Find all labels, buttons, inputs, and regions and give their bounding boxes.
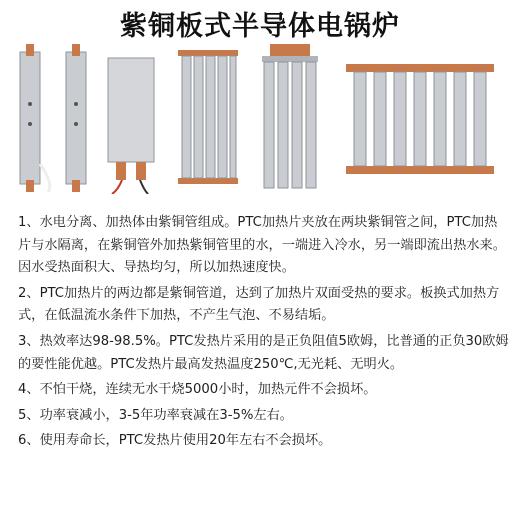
feature-item: 6、使用寿命长，PTC发热片使用20年左右不会损坏。 <box>18 433 332 449</box>
feature-item: 3、热效率达98-98.5%。PTC发热片采用的是正负阻值5欧姆，比普通的正负30欧姆的要性能优越。PTC发热片最高发热温度250℃,无光耗、无明火。 <box>18 333 509 372</box>
multi-fin-copper-radiator-photo <box>340 44 500 194</box>
radiator-bank-with-controller-photo <box>256 44 326 194</box>
product-photo-strip <box>14 44 510 194</box>
feature-item: 2、PTC加热片的两边都是紫铜管道，达到了加热片双面受热的要求。板换式加热方式，在低温流水条件下加热，不产生气泡、不易结垢。 <box>18 285 500 324</box>
feature-item: 4、不怕干烧，连续无水干烧5000小时，加热元件不会损坏。 <box>18 382 377 398</box>
feature-item: 5、功率衰减小，3-5年功率衰减在3-5%左右。 <box>18 407 293 423</box>
copper-tube-ptc-pair-photo <box>14 44 92 194</box>
plate-heater-wired-photo <box>102 44 162 194</box>
page-title: 紫铜板式半导体电锅炉 <box>120 11 400 42</box>
feature-item: 1、水电分离、加热体由紫铜管组成。PTC加热片夹放在两块紫铜管之间，PTC加热片与水隔离，在紫铜管外加热紫铜管里的水，一端进入冷水，另一端即流出热水来。因水受热面积大、导热均匀，所以加热速度快。 <box>18 215 506 276</box>
copper-tube-radiator-photo <box>174 44 244 194</box>
feature-list <box>18 212 510 456</box>
